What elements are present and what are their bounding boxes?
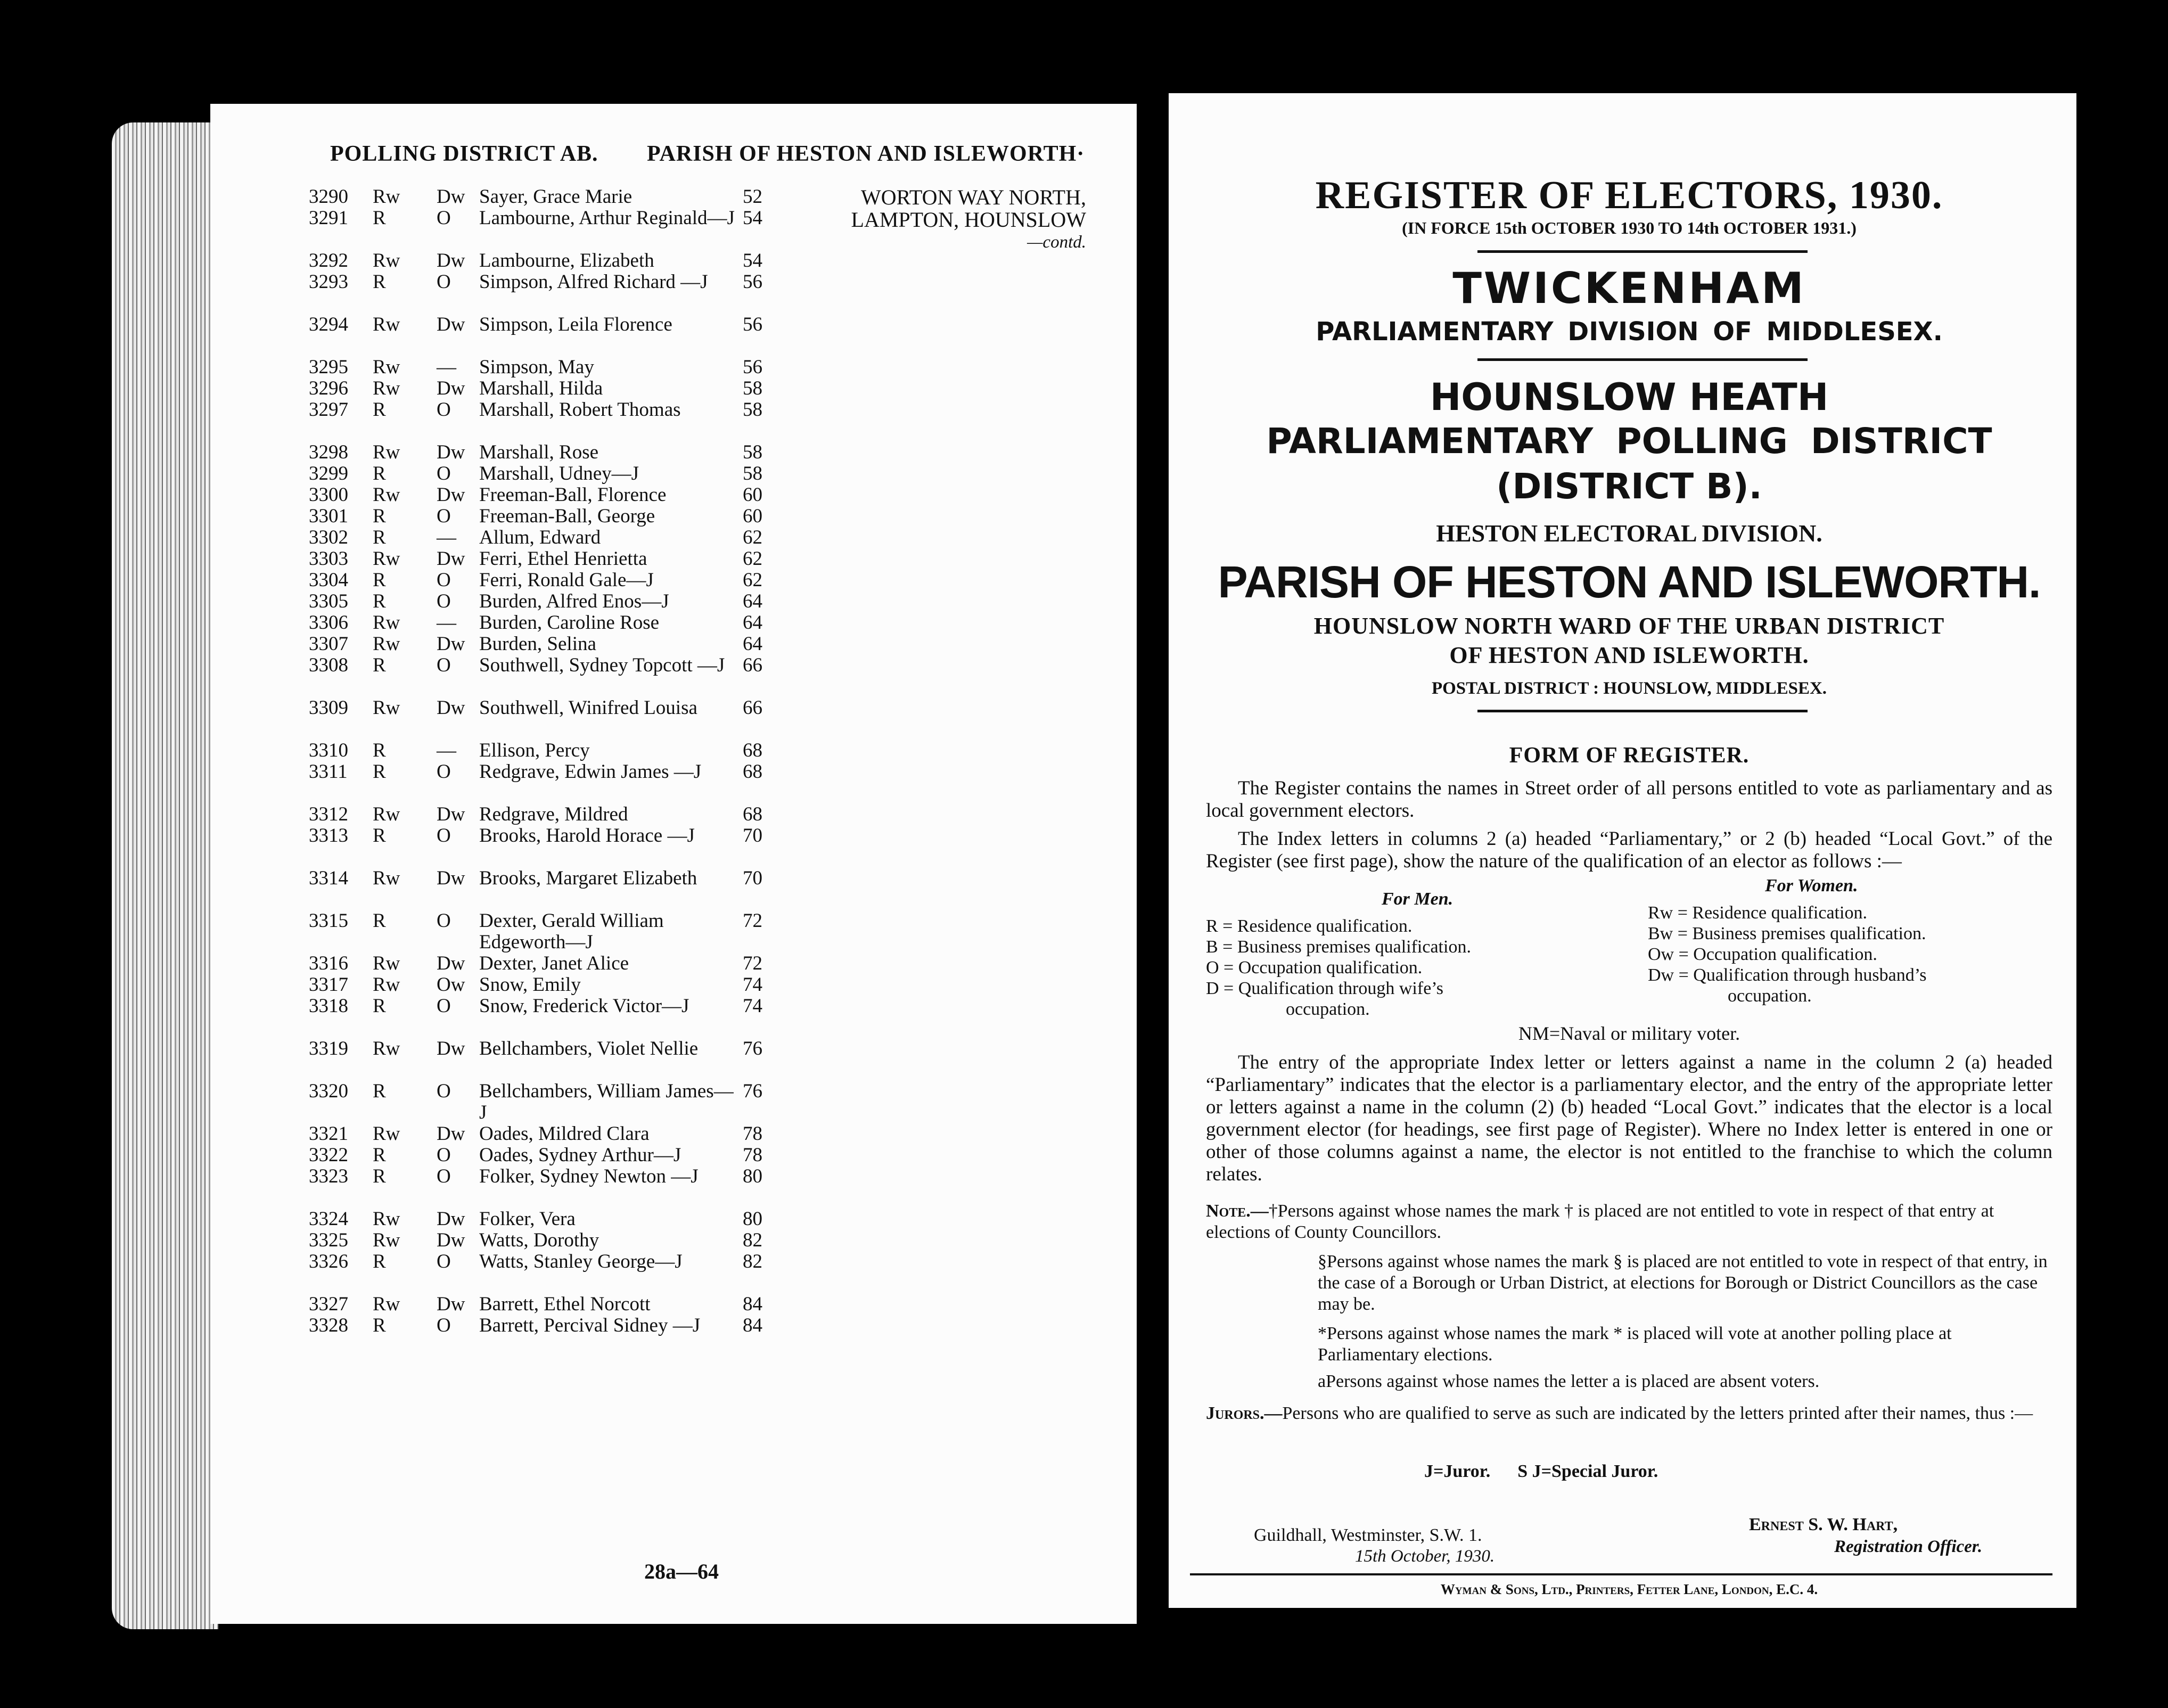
elector-name: Ferri, Ronald Gale—J [479,569,654,591]
form-heading: FORM OF REGISTER. [1509,743,1750,768]
elector-row [210,953,966,974]
local-qualification: O [437,761,451,783]
house-number: 64 [743,612,762,634]
ward-line-1: HOUNSLOW NORTH WARD OF THE URBAN DISTRICT [1313,613,1945,639]
street-contd: —contd. [1027,233,1086,252]
elector-number: 3293 [309,271,348,293]
elector-row [210,527,966,548]
elector-number: 3312 [309,803,348,825]
juror-key: J=Juror. S J=Special Juror. [1424,1461,1658,1481]
elector-name: Folker, Vera [479,1208,576,1230]
elector-number: 3307 [309,633,348,655]
elector-number: 3292 [309,250,348,272]
parliamentary-qualification: R [373,590,386,612]
parliamentary-qualification: Rw [373,186,400,208]
elector-row [210,1251,966,1294]
elector-name: Southwell, Sydney Topcott —J [479,654,725,676]
parliamentary-qualification: Rw [373,484,400,506]
local-qualification: Dw [437,952,465,974]
elector-row [210,1315,966,1358]
parliamentary-qualification: R [373,569,386,591]
left-page [210,104,1137,1624]
parliamentary-qualification: R [373,1144,386,1166]
elector-name: Oades, Sydney Arthur—J [479,1144,681,1166]
local-qualification: O [437,910,451,932]
parliamentary-qualification: Rw [373,1293,400,1315]
parliamentary-qualification: Rw [373,314,400,335]
house-number: 52 [743,186,762,208]
house-number: 58 [743,377,762,399]
note-2: §Persons against whose names the mark § is placed are not entitled to vote in respect of that entry, in the case of a Borough or Urban District, at elections for Borough or District Councillors as the case may be. [1318,1252,2048,1314]
divider [1477,710,1808,712]
local-qualification: Dw [437,484,465,506]
elector-name: Lambourne, Elizabeth [479,250,654,272]
elector-name: Bellchambers, William James—J [479,1080,734,1123]
local-qualification: — [437,612,456,634]
elector-number: 3319 [309,1038,348,1060]
elector-row [210,250,966,272]
qualification-item: O = Occupation qualification. [1206,958,1423,978]
elector-number: 3328 [309,1315,348,1336]
house-number: 76 [743,1080,762,1102]
local-qualification: O [437,825,451,847]
parish-title: PARISH OF HESTON AND ISLEWORTH. [1218,557,2041,607]
right-page [1169,93,2076,1608]
qualification-item: D = Qualification through wife’s [1206,979,1443,998]
house-number: 66 [743,654,762,676]
local-qualification: Dw [437,441,465,463]
house-number: 58 [743,441,762,463]
page-edges [112,122,218,1629]
elector-name: Marshall, Robert Thomas [479,399,681,421]
division-line: PARLIAMENTARY DIVISION OF MIDDLESEX. [1316,317,1943,347]
house-number: 66 [743,697,762,719]
parliamentary-qualification: R [373,505,386,527]
house-number: 80 [743,1165,762,1187]
parliamentary-qualification: R [373,399,386,421]
parliamentary-qualification: R [373,910,386,932]
postal-district: POSTAL DISTRICT : HOUNSLOW, MIDDLESEX. [1431,679,1827,698]
elector-row [210,868,966,910]
local-qualification: O [437,1315,451,1336]
elector-number: 3305 [309,590,348,612]
house-number: 70 [743,867,762,889]
local-qualification: O [437,1144,451,1166]
elector-row [210,1294,966,1315]
elector-number: 3321 [309,1123,348,1145]
elector-list [210,186,966,1358]
elector-number: 3315 [309,910,348,932]
house-number: 84 [743,1293,762,1315]
qualification-item: Dw = Qualification through husband’s [1648,965,1927,985]
elector-number: 3310 [309,740,348,761]
house-number: 60 [743,484,762,506]
elector-row [210,357,966,378]
local-qualification: O [437,463,451,485]
district-name: HOUNSLOW HEATH [1430,375,1829,419]
elector-name: Simpson, Alfred Richard —J [479,271,708,293]
elector-name: Snow, Frederick Victor—J [479,995,689,1017]
local-qualification: O [437,505,451,527]
parliamentary-qualification: Rw [373,1123,400,1145]
elector-row [210,655,966,697]
printer-imprint: Wyman & Sons, Ltd., Printers, Fetter Lane, London, E.C. 4. [1440,1581,1818,1597]
street-line-1: WORTON WAY NORTH, [861,185,1086,209]
elector-row [210,570,966,591]
parliamentary-qualification: R [373,825,386,847]
elector-name: Brooks, Margaret Elizabeth [479,867,697,889]
elector-name: Marshall, Rose [479,441,599,463]
local-qualification: O [437,995,451,1017]
house-number: 84 [743,1315,762,1336]
parliamentary-qualification: Rw [373,952,400,974]
elector-row [210,910,966,953]
house-number: 62 [743,548,762,570]
elector-name: Marshall, Udney—J [479,463,639,485]
for-women-heading: For Women. [1765,876,1858,896]
elector-row [210,314,966,357]
jurors-label: Jurors.— [1206,1403,1283,1423]
elector-name: Allum, Edward [479,527,601,548]
elector-number: 3326 [309,1251,348,1272]
parliamentary-qualification: Rw [373,697,400,719]
divider [1477,358,1808,361]
elector-row [210,804,966,825]
house-number: 82 [743,1251,762,1272]
local-qualification: — [437,740,456,761]
elector-row [210,697,966,740]
parliamentary-qualification: R [373,995,386,1017]
division-name: TWICKENHAM [1452,264,1806,313]
elector-row [210,186,966,208]
house-number: 58 [743,463,762,485]
local-qualification: O [437,399,451,421]
elector-name: Oades, Mildred Clara [479,1123,650,1145]
parliamentary-qualification: R [373,1315,386,1336]
elector-number: 3308 [309,654,348,676]
elector-row [210,208,966,250]
left-page-header [330,141,1085,167]
elector-number: 3309 [309,697,348,719]
officer-name: Ernest S. W. Hart, [1749,1515,1898,1534]
house-number: 60 [743,505,762,527]
index-letters-paragraph: The Index letters in columns 2 (a) headed “Parliamentary,” or 2 (b) headed “Local Govt.” of the Register (see first page), show the nature of the qualification of an elector as follows :— [1206,828,2052,872]
local-qualification: O [437,1165,451,1187]
elector-name: Dexter, Gerald William Edgeworth—J [479,910,664,953]
elector-name: Burden, Caroline Rose [479,612,660,634]
elector-number: 3298 [309,441,348,463]
elector-name: Barrett, Percival Sidney —J [479,1315,701,1336]
elector-name: Redgrave, Mildred [479,803,628,825]
qualification-item: occupation. [1728,986,1812,1006]
parliamentary-qualification: R [373,1080,386,1102]
elector-number: 3323 [309,1165,348,1187]
elector-row [210,996,966,1038]
house-number: 80 [743,1208,762,1230]
elector-number: 3295 [309,356,348,378]
elector-row [210,740,966,761]
elector-row [210,1166,966,1209]
local-qualification: Dw [437,633,465,655]
elector-row [210,974,966,996]
street-line-2: LAMPTON, HOUNSLOW [851,208,1086,232]
women-qualifications [1648,902,1926,1006]
house-number: 58 [743,399,762,421]
elector-row [210,1145,966,1166]
house-number: 64 [743,633,762,655]
local-qualification: Dw [437,1293,465,1315]
local-qualification: Dw [437,186,465,208]
elector-name: Watts, Dorothy [479,1229,600,1251]
elector-number: 3291 [309,207,348,229]
elector-name: Watts, Stanley George—J [479,1251,683,1272]
house-number: 82 [743,1229,762,1251]
elector-name: Redgrave, Edwin James —J [479,761,702,783]
elector-row [210,591,966,612]
parliamentary-qualification: Rw [373,548,400,570]
local-qualification: — [437,356,456,378]
qualification-item: Bw = Business premises qualification. [1648,924,1926,943]
local-qualification: — [437,527,456,548]
local-qualification: Dw [437,250,465,272]
parliamentary-qualification: R [373,463,386,485]
parliamentary-qualification: Rw [373,633,400,655]
qualification-item: occupation. [1286,999,1370,1019]
elector-number: 3303 [309,548,348,570]
local-qualification: Ow [437,974,465,996]
parliamentary-qualification: R [373,271,386,293]
local-qualification: O [437,654,451,676]
house-number: 74 [743,995,762,1017]
elector-number: 3320 [309,1080,348,1102]
bottom-divider [1190,1573,2052,1575]
polling-district-label: POLLING DISTRICT AB. [330,142,598,166]
house-number: 64 [743,590,762,612]
elector-name: Simpson, May [479,356,594,378]
page-footer-number: 28a—64 [644,1559,719,1583]
elector-name: Marshall, Hilda [479,377,603,399]
elector-number: 3317 [309,974,348,996]
house-number: 70 [743,825,762,847]
parliamentary-qualification: Rw [373,356,400,378]
house-number: 72 [743,910,762,932]
parliamentary-qualification: Rw [373,441,400,463]
district-code: (DISTRICT B). [1496,466,1762,507]
house-number: 68 [743,740,762,761]
elector-row [210,1038,966,1081]
elector-row [210,506,966,527]
elector-number: 3294 [309,314,348,335]
local-qualification: O [437,590,451,612]
elector-row [210,612,966,634]
elector-name: Folker, Sydney Newton —J [479,1165,699,1187]
entry-explanation: The entry of the appropriate Index letter or letters against a name in the column 2 (a) headed “Parliamentary” indicates that the elector is a parliamentary elector, and the entry of the appropriate letter or letters against a name in the column (2) (b) headed “Local Govt.” indicates that the elector is a local government elector (for headings, see first page of Register). Where no Index letter is entered in one or other of those columns against a name, the elector is not entitled to the franchise to which the column relates. [1206,1052,2052,1185]
elector-number: 3311 [309,761,348,783]
local-qualification: Dw [437,377,465,399]
elector-number: 3316 [309,952,348,974]
qualification-item: Ow = Occupation qualification. [1648,945,1877,964]
elector-row [210,485,966,506]
house-number: 56 [743,271,762,293]
elector-row [210,272,966,314]
parliamentary-qualification: Rw [373,1208,400,1230]
local-qualification: Dw [437,1123,465,1145]
elector-name: Freeman-Ball, Florence [479,484,667,506]
parliamentary-qualification: Rw [373,803,400,825]
elector-number: 3306 [309,612,348,634]
elector-row [210,378,966,399]
local-qualification: O [437,569,451,591]
house-number: 78 [743,1144,762,1166]
elector-name: Burden, Alfred Enos—J [479,590,669,612]
elector-number: 3327 [309,1293,348,1315]
house-number: 56 [743,356,762,378]
elector-row [210,399,966,442]
elector-row [210,1209,966,1230]
for-men-heading: For Men. [1382,889,1453,909]
house-number: 56 [743,314,762,335]
elector-name: Dexter, Janet Alice [479,952,629,974]
elector-name: Snow, Emily [479,974,581,996]
qualification-item: B = Business premises qualification. [1206,937,1471,957]
elector-name: Sayer, Grace Marie [479,186,633,208]
house-number: 62 [743,527,762,548]
local-qualification: Dw [437,548,465,570]
men-qualifications [1206,916,1471,1020]
parliamentary-qualification: R [373,740,386,761]
elector-name: Barrett, Ethel Norcott [479,1293,651,1315]
house-number: 74 [743,974,762,996]
parliamentary-qualification: R [373,654,386,676]
elector-row [210,825,966,868]
electoral-division: HESTON ELECTORAL DIVISION. [1436,520,1822,547]
parliamentary-qualification: Rw [373,1038,400,1060]
local-qualification: O [437,271,451,293]
elector-number: 3300 [309,484,348,506]
elector-name: Brooks, Harold Horace —J [479,825,695,847]
note-1 [1206,1201,2052,1243]
local-qualification: Dw [437,314,465,335]
house-number: 54 [743,207,762,229]
elector-row [210,1123,966,1145]
elector-name: Ellison, Percy [479,740,590,761]
note-label: Note.— [1206,1201,1269,1221]
house-number: 68 [743,803,762,825]
parish-header: PARISH OF HESTON AND ISLEWORTH· [647,142,1085,166]
local-qualification: Dw [437,1208,465,1230]
local-qualification: O [437,1251,451,1272]
parliamentary-qualification: Rw [373,1229,400,1251]
intro-paragraph: The Register contains the names in Street order of all persons entitled to vote as parliamentary and as local government electors. [1206,777,2052,822]
register-title: REGISTER OF ELECTORS, 1930. [1315,174,1943,217]
local-qualification: Dw [437,1038,465,1060]
jurors-note [1206,1403,2052,1424]
elector-name: Bellchambers, Violet Nellie [479,1038,699,1060]
parliamentary-qualification: Rw [373,250,400,272]
parliamentary-qualification: R [373,527,386,548]
parliamentary-qualification: R [373,1251,386,1272]
note-4: aPersons against whose names the letter a is placed are absent voters. [1318,1372,1820,1391]
elector-row [210,1230,966,1251]
parliamentary-qualification: R [373,761,386,783]
issue-date: 15th October, 1930. [1355,1547,1495,1566]
local-qualification: O [437,1080,451,1102]
local-qualification: Dw [437,803,465,825]
jurors-text: Persons who are qualified to serve as such are indicated by the letters printed after their names, thus :— [1282,1403,2033,1423]
house-number: 68 [743,761,762,783]
local-qualification: Dw [437,1229,465,1251]
house-number: 72 [743,952,762,974]
note-3: *Persons against whose names the mark * is placed will vote at another polling place at Parliamentary elections. [1318,1324,1952,1365]
elector-name: Southwell, Winifred Louisa [479,697,697,719]
parliamentary-qualification: Rw [373,867,400,889]
elector-row [210,548,966,570]
elector-number: 3314 [309,867,348,889]
elector-number: 3313 [309,825,348,847]
parliamentary-qualification: Rw [373,612,400,634]
elector-row [210,463,966,485]
ward-line-2: OF HESTON AND ISLEWORTH. [1449,642,1809,668]
qualification-item: Rw = Residence qualification. [1648,903,1867,923]
local-qualification: O [437,207,451,229]
qualification-item: R = Residence qualification. [1206,916,1413,936]
elector-row [210,442,966,463]
parliamentary-qualification: R [373,1165,386,1187]
elector-number: 3299 [309,463,348,485]
elector-number: 3296 [309,377,348,399]
naval-military-key: NM=Naval or military voter. [1518,1023,1740,1044]
note-1-text: †Persons against whose names the mark † is placed are not entitled to vote in respect of that entry at elections of County Councillors. [1206,1201,1994,1242]
parliamentary-qualification: Rw [373,377,400,399]
elector-number: 3324 [309,1208,348,1230]
guildhall-address: Guildhall, Westminster, S.W. 1. [1254,1525,1482,1545]
elector-name: Lambourne, Arthur Reginald—J [479,207,735,229]
divider [1477,250,1808,253]
house-number: 76 [743,1038,762,1060]
elector-number: 3290 [309,186,348,208]
elector-name: Simpson, Leila Florence [479,314,672,335]
elector-row [210,761,966,804]
elector-row [210,1081,966,1123]
house-number: 78 [743,1123,762,1145]
elector-number: 3304 [309,569,348,591]
parliamentary-qualification: R [373,207,386,229]
elector-name: Burden, Selina [479,633,596,655]
house-number: 62 [743,569,762,591]
district-line: PARLIAMENTARY POLLING DISTRICT [1266,421,1992,462]
elector-number: 3297 [309,399,348,421]
elector-name: Freeman-Ball, George [479,505,655,527]
local-qualification: Dw [437,867,465,889]
local-qualification: Dw [437,697,465,719]
parliamentary-qualification: Rw [373,974,400,996]
officer-title: Registration Officer. [1834,1537,1983,1556]
elector-number: 3302 [309,527,348,548]
elector-number: 3318 [309,995,348,1017]
in-force-dates: (IN FORCE 15th OCTOBER 1930 TO 14th OCTOBER 1931.) [1402,218,1857,237]
elector-row [210,634,966,655]
house-number: 54 [743,250,762,272]
elector-number: 3301 [309,505,348,527]
elector-number: 3322 [309,1144,348,1166]
elector-number: 3325 [309,1229,348,1251]
elector-name: Ferri, Ethel Henrietta [479,548,647,570]
